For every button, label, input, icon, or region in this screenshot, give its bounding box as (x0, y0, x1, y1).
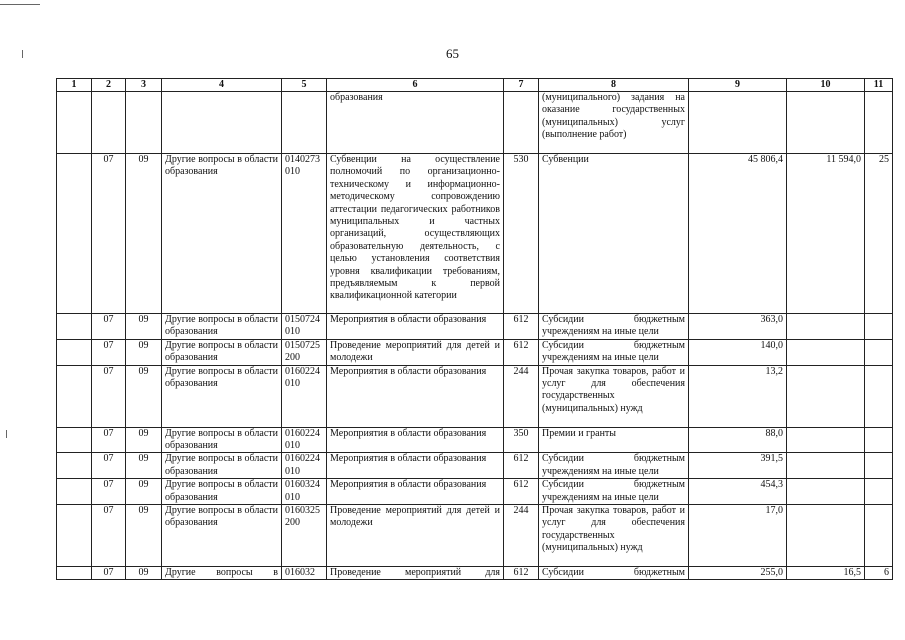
cell-target-name: Проведение мероприятий для детей и молодежи (327, 339, 504, 365)
cell-subsection: 09 (126, 427, 162, 453)
column-header: 5 (282, 79, 327, 92)
cell-expense-name: Прочая закупка товаров, работ и услуг для обеспечения государственных (муниципальных) нужд (539, 365, 689, 427)
scan-margin-mark-top (0, 4, 40, 5)
cell-subsection: 09 (126, 453, 162, 479)
cell-col1 (57, 505, 92, 567)
cell-expense-name: Субсидии бюджетным учреждениям на иные цели (539, 453, 689, 479)
cell-target-code: 0160324010 (282, 479, 327, 505)
cell-expense-type: 530 (504, 154, 539, 314)
cell-percent (865, 92, 893, 154)
cell-amount-2 (787, 92, 865, 154)
cell-amount: 454,3 (689, 479, 787, 505)
page-number: 65 (446, 46, 459, 61)
cell-amount-2 (787, 314, 865, 340)
cell-amount-2 (787, 427, 865, 453)
cell-col1 (57, 154, 92, 314)
cell-target-code: 0160224010 (282, 365, 327, 427)
cell-col1 (57, 365, 92, 427)
cell-amount-2 (787, 365, 865, 427)
cell-section: 07 (92, 505, 126, 567)
scan-margin-mark-side (6, 430, 7, 438)
cell-target-name: Мероприятия в области образования (327, 479, 504, 505)
cell-target-name: Проведение мероприятий для детей и молодежи (327, 505, 504, 567)
cell-target-code: 016032 (282, 567, 327, 580)
cell-target-name: Проведение мероприятий для (327, 567, 504, 580)
cell-col1 (57, 339, 92, 365)
cell-amount-2 (787, 505, 865, 567)
cell-expense-name: Субсидии бюджетным (539, 567, 689, 580)
cell-percent (865, 365, 893, 427)
cell-expense-name: Субвенции (539, 154, 689, 314)
cell-subsection-name (162, 92, 282, 154)
cell-section (92, 92, 126, 154)
cell-subsection: 09 (126, 479, 162, 505)
cell-amount-2 (787, 479, 865, 505)
cell-expense-type: 612 (504, 339, 539, 365)
cell-percent (865, 339, 893, 365)
cell-percent (865, 479, 893, 505)
cell-target-name: образования (327, 92, 504, 154)
cell-percent (865, 427, 893, 453)
cell-target-name: Мероприятия в области образования (327, 453, 504, 479)
cell-subsection: 09 (126, 314, 162, 340)
cell-subsection-name: Другие вопросы в области образования (162, 154, 282, 314)
table-row (57, 314, 893, 340)
cell-expense-type: 612 (504, 453, 539, 479)
cell-amount: 140,0 (689, 339, 787, 365)
cell-percent (865, 453, 893, 479)
cell-percent: 6 (865, 567, 893, 580)
cell-subsection-name: Другие вопросы в области образования (162, 453, 282, 479)
table-header-row (57, 79, 893, 92)
table-row (57, 365, 893, 427)
cell-section: 07 (92, 567, 126, 580)
column-header: 7 (504, 79, 539, 92)
cell-target-name: Мероприятия в области образования (327, 314, 504, 340)
cell-expense-type: 350 (504, 427, 539, 453)
column-header: 8 (539, 79, 689, 92)
cell-target-code (282, 92, 327, 154)
cell-section: 07 (92, 427, 126, 453)
cell-target-name: Субвенции на осуществление полномочий по организационно-техническому и информационно-методическому сопровождению аттестации педагогических работников муниципальных и частных организаций, осуществляющих образовательную деятельность, с целью установления соответствия уровня квалификации требованиям, предъявляемым к первой квалификационной категории (327, 154, 504, 314)
cell-subsection: 09 (126, 154, 162, 314)
cell-section: 07 (92, 154, 126, 314)
cell-amount-2: 11 594,0 (787, 154, 865, 314)
table-row (57, 567, 893, 580)
column-header: 4 (162, 79, 282, 92)
cell-target-code: 0140273010 (282, 154, 327, 314)
cell-col1 (57, 92, 92, 154)
column-header: 9 (689, 79, 787, 92)
cell-expense-name: Прочая закупка товаров, работ и услуг для обеспечения государственных (муниципальных) нужд (539, 505, 689, 567)
table-row (57, 427, 893, 453)
table-row (57, 154, 893, 314)
cell-expense-name: (муниципального) задания на оказание государственных (муниципальных) услуг (выполнение работ) (539, 92, 689, 154)
cell-expense-name: Субсидии бюджетным учреждениям на иные цели (539, 479, 689, 505)
table-row (57, 479, 893, 505)
cell-amount: 17,0 (689, 505, 787, 567)
cell-col1 (57, 427, 92, 453)
table-row (57, 339, 893, 365)
cell-expense-name: Субсидии бюджетным учреждениям на иные цели (539, 314, 689, 340)
cell-expense-name: Субсидии бюджетным учреждениям на иные цели (539, 339, 689, 365)
cell-subsection: 09 (126, 365, 162, 427)
cell-expense-name: Премии и гранты (539, 427, 689, 453)
cell-subsection-name: Другие вопросы в области образования (162, 479, 282, 505)
cell-amount: 88,0 (689, 427, 787, 453)
cell-subsection (126, 92, 162, 154)
cell-percent (865, 505, 893, 567)
cell-amount: 13,2 (689, 365, 787, 427)
cell-amount: 391,5 (689, 453, 787, 479)
cell-col1 (57, 314, 92, 340)
cell-amount: 363,0 (689, 314, 787, 340)
cell-expense-type: 612 (504, 479, 539, 505)
cell-target-code: 0150725200 (282, 339, 327, 365)
cell-target-code: 0160224010 (282, 427, 327, 453)
cell-amount (689, 92, 787, 154)
cell-subsection: 09 (126, 505, 162, 567)
cell-target-code: 0160325200 (282, 505, 327, 567)
cell-section: 07 (92, 314, 126, 340)
cell-amount: 255,0 (689, 567, 787, 580)
table-row (57, 505, 893, 567)
cell-percent (865, 314, 893, 340)
cell-subsection-name: Другие вопросы в (162, 567, 282, 580)
cell-expense-type: 612 (504, 314, 539, 340)
cell-subsection-name: Другие вопросы в области образования (162, 427, 282, 453)
column-header: 3 (126, 79, 162, 92)
cell-section: 07 (92, 365, 126, 427)
cell-subsection: 09 (126, 339, 162, 365)
cell-subsection-name: Другие вопросы в области образования (162, 365, 282, 427)
cell-amount-2 (787, 339, 865, 365)
cell-col1 (57, 567, 92, 580)
cell-expense-type: 244 (504, 505, 539, 567)
column-header: 11 (865, 79, 893, 92)
budget-table (56, 78, 893, 580)
cell-amount: 45 806,4 (689, 154, 787, 314)
cell-percent: 25 (865, 154, 893, 314)
cell-section: 07 (92, 453, 126, 479)
cell-target-code: 0150724010 (282, 314, 327, 340)
cell-subsection-name: Другие вопросы в области образования (162, 505, 282, 567)
cell-subsection: 09 (126, 567, 162, 580)
column-header: 10 (787, 79, 865, 92)
column-header: 1 (57, 79, 92, 92)
cell-subsection-name: Другие вопросы в области образования (162, 339, 282, 365)
column-header: 2 (92, 79, 126, 92)
cell-expense-type: 612 (504, 567, 539, 580)
cell-expense-type (504, 92, 539, 154)
cell-col1 (57, 479, 92, 505)
cell-section: 07 (92, 479, 126, 505)
cell-expense-type: 244 (504, 365, 539, 427)
cell-amount-2 (787, 453, 865, 479)
column-header: 6 (327, 79, 504, 92)
cell-amount-2: 16,5 (787, 567, 865, 580)
cell-target-name: Мероприятия в области образования (327, 427, 504, 453)
cell-target-name: Мероприятия в области образования (327, 365, 504, 427)
table-row (57, 92, 893, 154)
cell-subsection-name: Другие вопросы в области образования (162, 314, 282, 340)
cell-section: 07 (92, 339, 126, 365)
table-row (57, 453, 893, 479)
cell-target-code: 0160224010 (282, 453, 327, 479)
cell-col1 (57, 453, 92, 479)
